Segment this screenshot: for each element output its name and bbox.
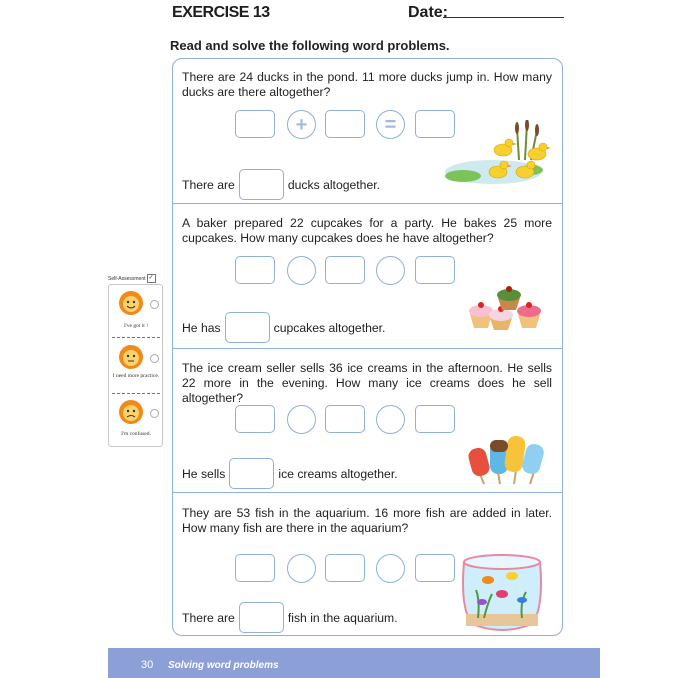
option-got-it: I've got it ! [123,323,149,329]
operator-circle[interactable] [287,256,316,285]
operator-circle[interactable] [376,110,405,139]
neutral-lion-icon [118,344,144,370]
ducks-illustration [443,120,555,192]
page-number: 30 [141,659,154,671]
answer-box[interactable] [229,458,274,489]
equation-box[interactable] [235,554,275,582]
radio-confused[interactable] [150,409,159,418]
answer-suffix: fish in the aquarium. [287,610,398,625]
date-label: Date: [408,4,449,21]
answer-box[interactable] [225,312,270,343]
dashed-divider [112,393,160,394]
answer-suffix: ice creams altogether. [278,466,398,481]
self-assessment-title [108,274,156,283]
answer-box[interactable] [239,602,284,633]
section-title: Solving word problems [168,660,279,671]
equals-sign: = [384,113,397,136]
operator-circle[interactable] [376,554,405,583]
ice-lollies-illustration [466,434,548,486]
question-4-text: They are 53 fish in the aquarium. 16 more fish are added in later. How many fish are there in the aquarium? [182,506,552,535]
instruction: Read and solve the following word problems. [170,38,450,53]
operator-circle[interactable] [376,256,405,285]
option-need-practice: I need more practice. [112,373,160,379]
divider [172,492,563,493]
equation-box[interactable] [325,256,365,284]
confused-lion-icon [118,399,144,425]
answer-suffix: ducks altogether. [287,177,380,192]
option-confused: I'm confused. [121,431,151,437]
equation-box[interactable] [235,405,275,433]
answer-prefix: There are [182,177,235,192]
dashed-divider [112,337,160,338]
answer-prefix: He sells [182,466,226,481]
check-icon: ✓ [148,275,154,281]
answer-line-1 [182,169,380,200]
equation-box[interactable] [415,554,455,582]
fish-bowl-illustration [458,548,546,634]
answer-box[interactable] [239,169,284,200]
equation-box[interactable] [325,405,365,433]
question-3-text: The ice cream seller sells 36 ice creams in the afternoon. He sells 22 more in the evening. How many ice creams does he sell altogether? [182,361,552,405]
equation-box[interactable] [325,110,365,138]
exercise-title: EXERCISE 13 [172,4,270,21]
equation-box[interactable] [415,256,455,284]
equation-box[interactable] [325,554,365,582]
answer-suffix: cupcakes altogether. [273,320,386,335]
operator-circle[interactable] [287,405,316,434]
operator-circle[interactable] [287,110,316,139]
divider [172,203,563,204]
plus-sign: + [295,113,308,136]
date-line [443,17,564,18]
question-2-text: A baker prepared 22 cupcakes for a party. He bakes 25 more cupcakes. How many cupcakes does he have altogether? [182,216,552,245]
answer-line-2 [182,312,385,343]
radio-got-it[interactable] [150,300,159,309]
radio-need-practice[interactable] [150,354,159,363]
answer-prefix: There are [182,610,235,625]
operator-circle[interactable] [376,405,405,434]
divider [172,348,563,349]
equation-box[interactable] [235,256,275,284]
equation-box[interactable] [235,110,275,138]
self-assessment-label: Self-Assessment [108,275,146,282]
operator-circle[interactable] [287,554,316,583]
equation-box[interactable] [415,405,455,433]
answer-line-3 [182,458,398,489]
cupcakes-illustration [466,282,544,332]
answer-line-4 [182,602,398,633]
happy-lion-icon [118,290,144,316]
question-1-text: There are 24 ducks in the pond. 11 more ducks jump in. How many ducks are there altogether? [182,70,552,99]
answer-prefix: He has [182,320,221,335]
